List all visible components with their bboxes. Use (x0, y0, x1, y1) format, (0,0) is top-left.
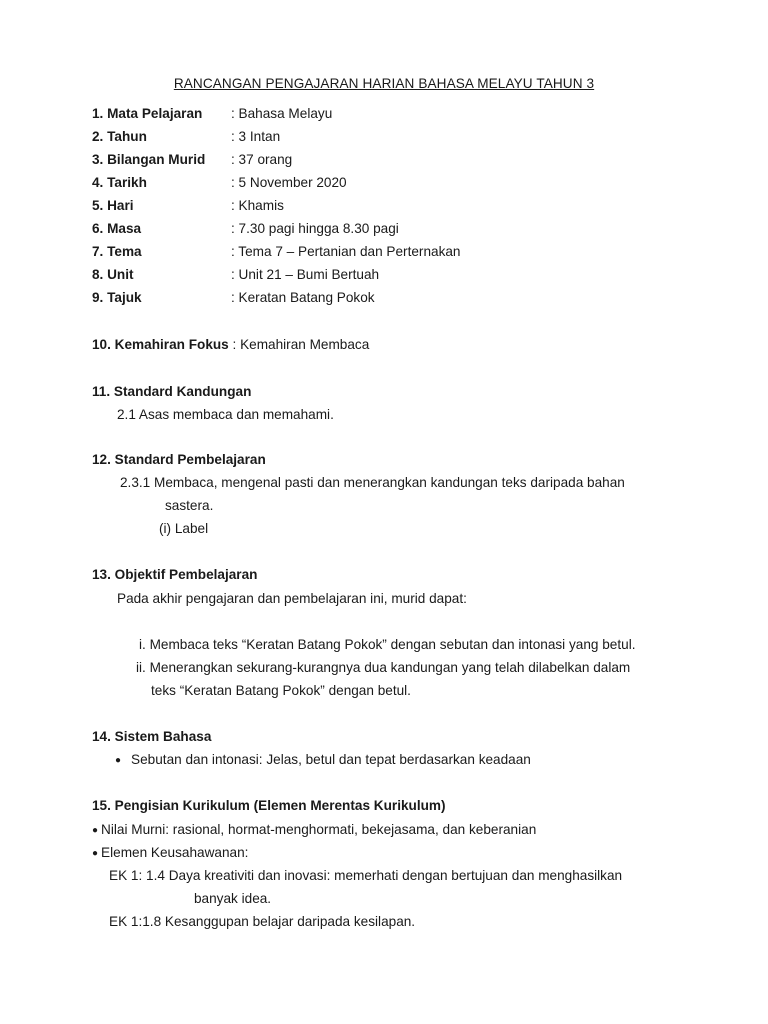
list-item-text: Sebutan dan intonasi: Jelas, betul dan tepat berdasarkan keadaan (131, 752, 531, 767)
section-heading: 11. Standard Kandungan (92, 384, 252, 399)
objective-item: i. Membaca teks “Keratan Batang Pokok” dengan sebutan dan intonasi yang betul. (139, 637, 636, 652)
list-item (92, 845, 248, 863)
info-label: 8. Unit (92, 267, 134, 282)
objective-item: teks “Keratan Batang Pokok” dengan betul. (151, 683, 411, 698)
info-value: : Keratan Batang Pokok (231, 290, 375, 305)
section-heading: 10. Kemahiran Fokus (92, 337, 229, 352)
list-item-text: Nilai Murni: rasional, hormat-menghormati, bekejasama, dan keberanian (101, 822, 537, 837)
section-text: Pada akhir pengajaran dan pembelajaran ini, murid dapat: (117, 591, 467, 606)
section-text: sastera. (165, 498, 214, 513)
section-focus-skill (92, 337, 369, 353)
section-value: : Kemahiran Membaca (228, 337, 370, 352)
info-value: : 5 November 2020 (231, 175, 347, 190)
info-label: 6. Masa (92, 221, 142, 236)
section-text: 2.3.1 Membaca, mengenal pasti dan menerangkan kandungan teks daripada bahan (120, 475, 625, 490)
info-value: : Tema 7 – Pertanian dan Perternakan (231, 244, 461, 259)
info-value: : Khamis (231, 198, 284, 213)
page-title: RANCANGAN PENGAJARAN HARIAN BAHASA MELAYU TAHUN 3 (173, 76, 595, 91)
info-label: 3. Bilangan Murid (92, 152, 206, 167)
bullet-icon: ● (92, 848, 99, 859)
section-text: banyak idea. (194, 891, 272, 906)
section-text: 2.1 Asas membaca dan memahami. (117, 407, 334, 422)
section-heading: 13. Objektif Pembelajaran (92, 567, 258, 582)
list-item (115, 752, 531, 770)
section-heading: 14. Sistem Bahasa (92, 729, 212, 744)
bullet-icon: ● (92, 825, 99, 836)
info-label: 7. Tema (92, 244, 142, 259)
section-text: (i) Label (159, 521, 209, 536)
info-value: : 37 orang (231, 152, 293, 167)
info-label: 9. Tajuk (92, 290, 142, 305)
info-label: 2. Tahun (92, 129, 147, 144)
section-text: EK 1: 1.4 Daya kreativiti dan inovasi: memerhati dengan bertujuan dan menghasilkan (109, 868, 623, 883)
info-label: 5. Hari (92, 198, 134, 213)
objective-item: ii. Menerangkan sekurang-kurangnya dua kandungan yang telah dilabelkan dalam (136, 660, 631, 675)
info-value: : Bahasa Melayu (231, 106, 333, 121)
info-value: : 7.30 pagi hingga 8.30 pagi (231, 221, 399, 236)
info-label: 4. Tarikh (92, 175, 147, 190)
section-text: EK 1:1.8 Kesanggupan belajar daripada kesilapan. (109, 914, 416, 929)
info-value: : 3 Intan (231, 129, 281, 144)
bullet-icon: ● (115, 755, 122, 766)
info-label: 1. Mata Pelajaran (92, 106, 203, 121)
list-item (92, 822, 536, 840)
list-item-text: Elemen Keusahawanan: (101, 845, 249, 860)
section-heading: 12. Standard Pembelajaran (92, 452, 266, 467)
info-value: : Unit 21 – Bumi Bertuah (231, 267, 380, 282)
section-heading: 15. Pengisian Kurikulum (Elemen Merentas Kurikulum) (92, 798, 446, 813)
